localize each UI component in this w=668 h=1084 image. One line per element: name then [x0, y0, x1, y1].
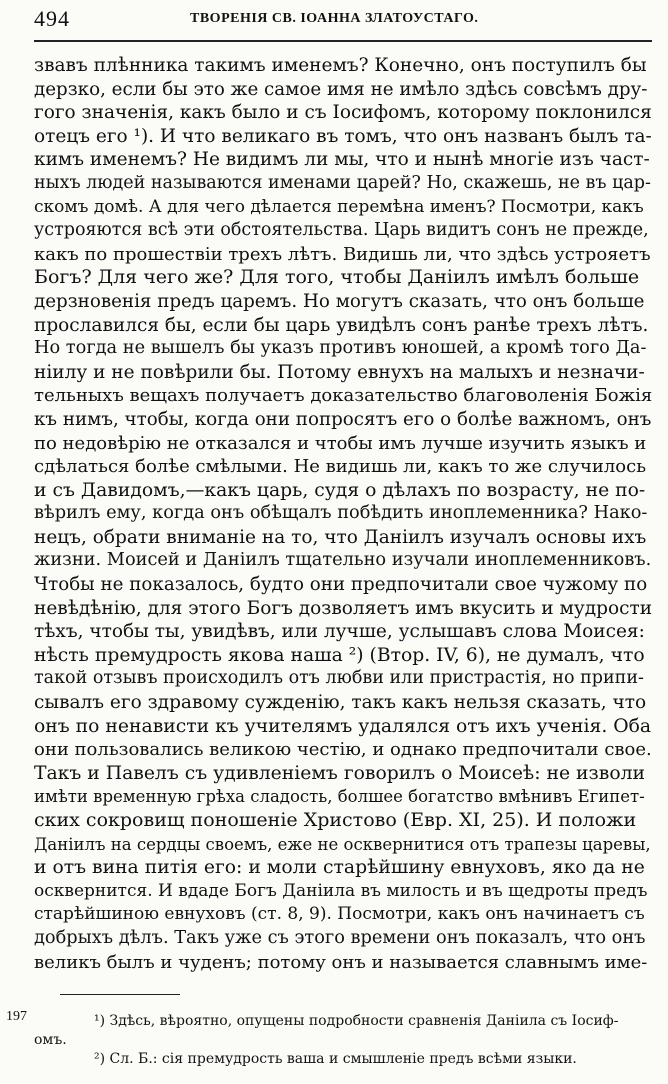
text-line: ныхъ людей называются именами царей? Но, скажешь, не въ цар- [34, 172, 651, 193]
text-line: прославился бы, если бы царь увидѣлъ сонъ ранѣе трехъ лѣтъ. [34, 314, 649, 336]
text-line: старѣйшиною евнуховъ (ст. 8, 9). Посмотри, какъ онъ начинаетъ съ [34, 904, 645, 925]
text-line: по недовѣрію не отказался и чтобы имъ лучше изучить языкъ и [34, 432, 647, 454]
text-line: ніилу и не повѣрили бы. Потому евнухъ на малыхъ и незначи- [34, 361, 645, 383]
text-line: Такъ и Павелъ съ удивленіемъ говорилъ о Моисеѣ: не изволи [34, 762, 646, 784]
text-line: невѣдѣнію, для этого Богъ дозволяетъ имъ вкусить и мудрости [34, 597, 652, 619]
text-line: ских сокровищ поношеніе Христово (Евр. XI, 25). И положи [34, 809, 637, 831]
body-text [34, 54, 652, 974]
text-line: и съ Давидомъ,—какъ царь, судя о дѣлахъ по возрасту, не по- [34, 479, 646, 501]
running-title: ТВОРЕНІЯ СВ. ІОАННА ЗЛАТОУСТАГО. [190, 11, 479, 26]
header-rule [34, 40, 652, 42]
text-line: отецъ его ¹). И что великаго въ томъ, что онъ названъ былъ та- [34, 125, 652, 147]
text-line: тельныхъ вещахъ получаетъ доказательство благоволенія Божія [34, 385, 652, 407]
text-line: дерзко, если бы это же самое имя не имѣло здѣсь совсѣмъ дру- [34, 78, 648, 100]
text-line: осквернится. И вдаде Богъ Даніила въ милость и въ щедроты предъ [34, 880, 648, 901]
text-line: гого значенія, какъ было и съ Іосифомъ, которому поклонился [34, 102, 652, 124]
text-line: кимъ именемъ? Не видимъ ли мы, что и нынѣ многіе изъ част- [34, 149, 650, 171]
text-line: тѣхъ, чтобы ты, увидѣвъ, или лучше, услышавъ слова Моисея: [34, 621, 645, 643]
text-line: звавъ плѣнника такимъ именемъ? Конечно, онъ поступилъ бы [34, 55, 647, 76]
footnote-line: омъ. [34, 1032, 67, 1048]
text-line: великъ былъ и чуденъ; потому онъ и называется славнымъ име- [34, 951, 648, 973]
text-line: нецъ, обрати вниманіе на то, что Даніилъ изучалъ основы ихъ [34, 526, 647, 548]
footnotes [34, 1012, 652, 1069]
text-line: они пользовались великою честію, и однако предпочитали свое. [34, 739, 652, 761]
text-line: Чтобы не показалось, будто они предпочитали свое чужому по [34, 574, 648, 596]
text-line: дерзновенія предъ царемъ. Но могутъ сказать, что онъ больше [34, 290, 645, 312]
text-line: такой отзывъ происходилъ отъ любви или пристрастія, но припи- [34, 668, 644, 689]
footnote-line: ²) Сл. Б.: сія премудрость ваша и смышленіе предъ всѣми языки. [94, 1051, 577, 1067]
text-line: вѣрилъ ему, когда онъ обѣщалъ побѣдить иноплеменника? Нако- [34, 503, 648, 524]
text-line: скомъ домѣ. А для чего дѣлается перемѣна именъ? Посмотри, какъ [34, 196, 644, 217]
page-number: 494 [34, 6, 70, 31]
text-line: устрояются всѣ эти обстоятельства. Царь видитъ сонъ не прежде, [34, 220, 649, 241]
text-line: сдѣлаться болѣе смѣлыми. Не видишь ли, какъ то же случилось [34, 456, 646, 478]
text-line: Богъ? Для чего же? Для того, чтобы Даніилъ имѣлъ больше [34, 266, 640, 289]
text-line: добрыхъ дѣлъ. Такъ уже съ этого времени онъ показалъ, что онъ [34, 927, 646, 948]
text-line: Но тогда не вышелъ бы указъ противъ юношей, а кромѣ того Да- [34, 338, 647, 359]
text-line: жизни. Моисей и Даніилъ тщательно изучали иноплеменниковъ. [34, 550, 652, 571]
text-line: какъ по прошествіи трехъ лѣтъ. Видишь ли, что здѣсь устрояетъ [34, 243, 651, 265]
text-line: Даніилъ на сердцы своемъ, еже не осквернитися отъ трапезы царевы, [34, 834, 651, 854]
text-line: и отъ вина питія его: и моли старѣйшину евнуховъ, яко да не [34, 857, 645, 879]
text-line: нѣсть премудрость якова наша ²) (Втор. IV, 6), не думалъ, что [34, 644, 645, 666]
text-line: онъ по ненависти къ учителямъ удалялся отъ ихъ ученія. Оба [34, 715, 652, 737]
text-line: сывалъ его здравому сужденію, такъ какъ нельзя сказать, что [34, 692, 647, 714]
text-line: къ нимъ, чтобы, когда они попросятъ его о болѣе важномъ, онъ [34, 408, 652, 430]
margin-number: 197 [6, 1009, 27, 1024]
footnote-line: ¹) Здѣсь, вѣроятно, опущены подробности сравненія Даніила съ Іосиф- [94, 1013, 619, 1029]
text-line: имѣти временную грѣха сладость, болшее богатство вмѣнивъ Египет- [34, 787, 645, 807]
footnote-rule [60, 994, 180, 995]
